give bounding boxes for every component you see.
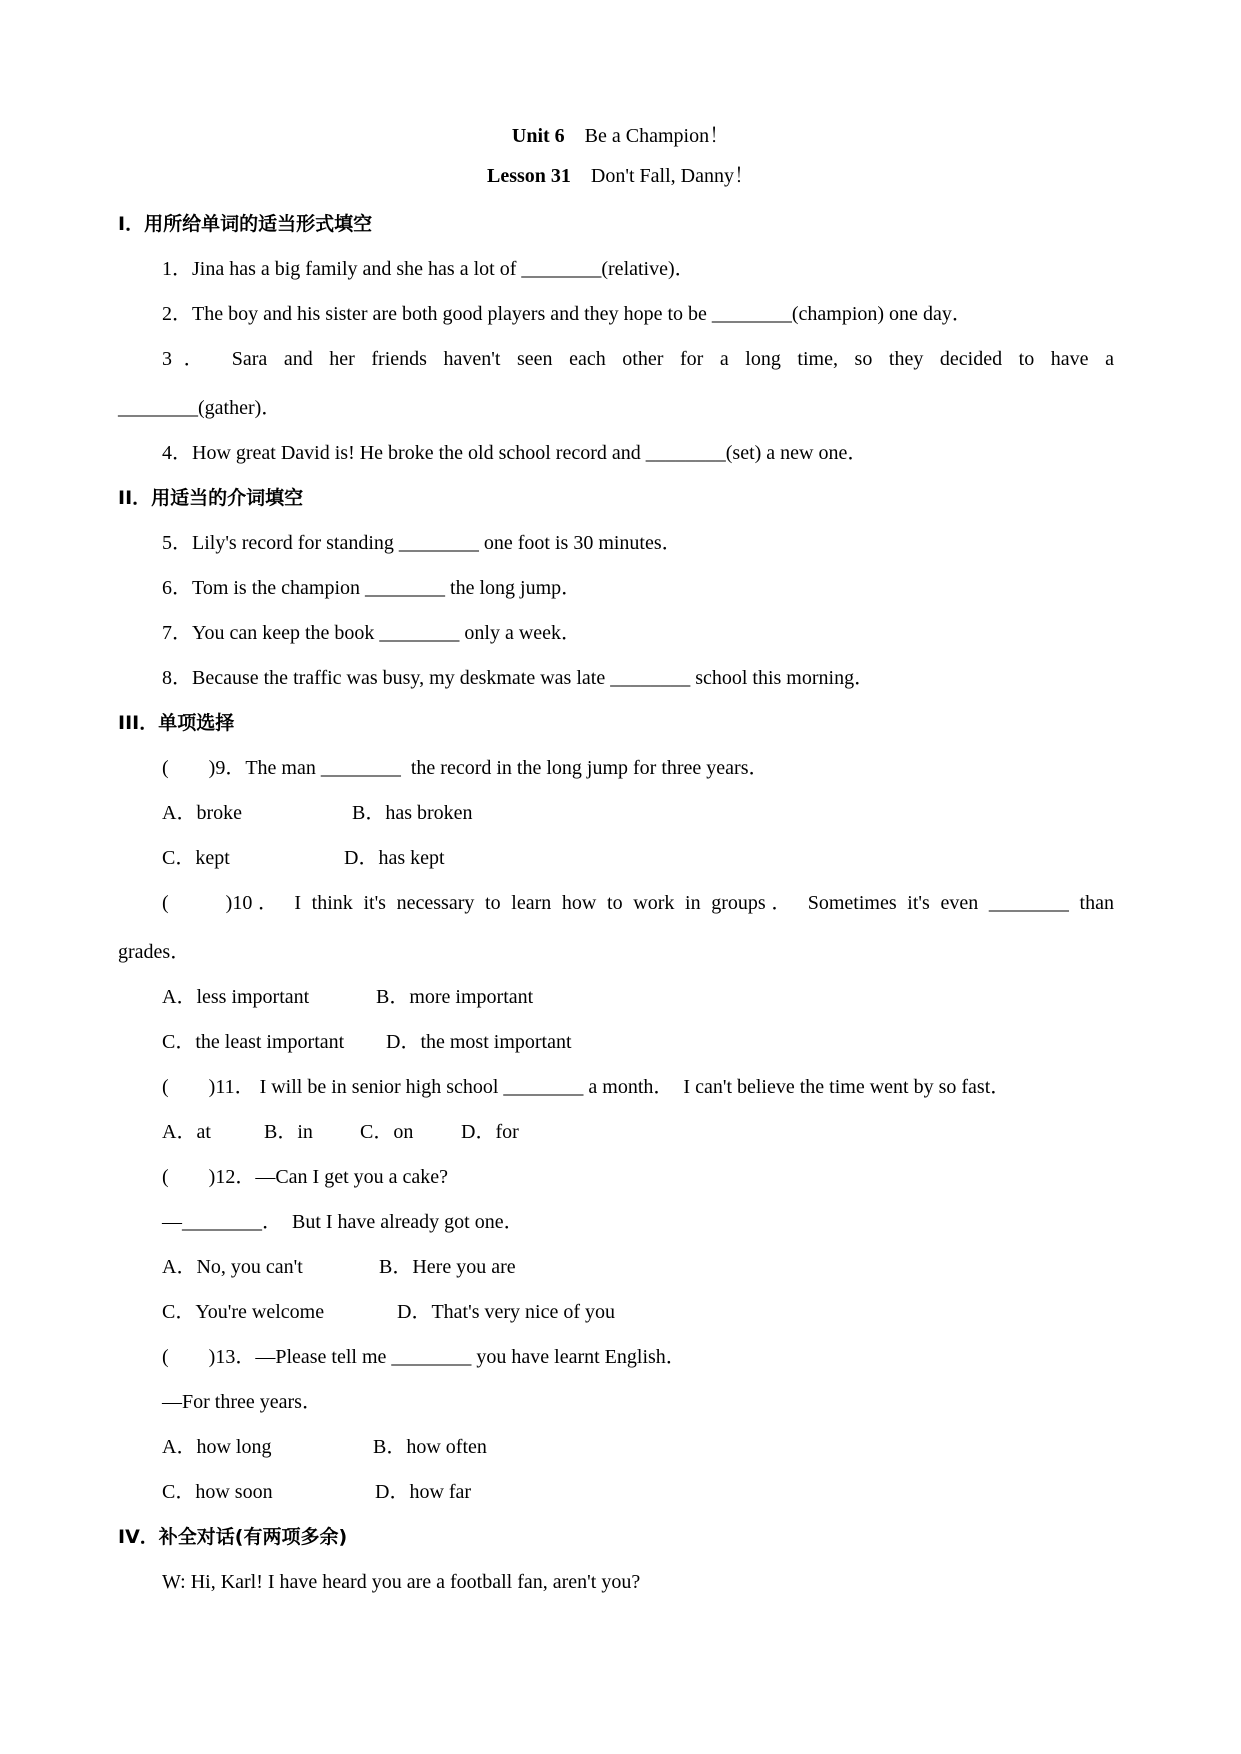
question-12: ( )12．—Can I get you a cake? <box>162 1166 449 1188</box>
unit-title: Be a Champion！ <box>584 125 730 147</box>
question-9-option-d: D．has kept <box>344 847 445 869</box>
dialog-line-w: W: Hi, Karl! I have heard you are a football fan, aren't you? <box>162 1571 641 1593</box>
question-13-option-c: C．how soon <box>162 1481 273 1503</box>
lesson-title: Don't Fall, Danny！ <box>590 165 754 187</box>
unit-heading <box>0 124 1241 148</box>
question-9-option-b: B．has broken <box>352 802 473 824</box>
question-12-option-b: B．Here you are <box>379 1256 516 1278</box>
question-10-option-b: B．more important <box>376 986 534 1008</box>
question-13-option-b: B．how often <box>373 1436 487 1458</box>
question-12-option-c: C．You're welcome <box>162 1301 325 1323</box>
question-12-option-d: D．That's very nice of you <box>397 1301 615 1323</box>
question-11-option-a: A．at <box>162 1121 211 1143</box>
question-1: 1．Jina has a big family and she has a lot of ________(relative)． <box>162 258 695 280</box>
question-13-option-d: D．how far <box>375 1481 472 1503</box>
question-10-option-a: A．less important <box>162 986 310 1008</box>
section-2-heading: II．用适当的介词填空 <box>118 487 304 509</box>
question-13-reply: —For three years． <box>162 1391 322 1413</box>
question-9: ( )9．The man ________ the record in the long jump for three years． <box>162 757 769 779</box>
lesson-label: Lesson 31 <box>487 165 571 187</box>
unit-label: Unit 6 <box>511 125 565 147</box>
question-10-line-1: ( )10． I think it's necessary to learn how to work in groups． Sometimes it's even ________ than <box>162 892 1114 914</box>
question-10-option-c: C．the least important <box>162 1031 345 1053</box>
question-4: 4．How great David is! He broke the old school record and ________(set) a new one． <box>162 442 868 464</box>
question-11-option-d: D．for <box>461 1121 519 1143</box>
section-1-heading: I．用所给单词的适当形式填空 <box>118 213 373 235</box>
question-3-line-1: 3． Sara and her friends haven't seen each other for a long time, so they decided to have a <box>162 348 1114 370</box>
lesson-heading <box>0 164 1241 188</box>
question-13-option-a: A．how long <box>162 1436 272 1458</box>
question-10-option-d: D．the most important <box>386 1031 572 1053</box>
question-3-line-2: ________(gather)． <box>118 397 282 419</box>
question-6: 6．Tom is the champion ________ the long jump． <box>162 577 582 599</box>
question-9-option-a: A．broke <box>162 802 242 824</box>
question-12-reply: —________． But I have already got one． <box>162 1211 524 1233</box>
question-11: ( )11． I will be in senior high school ________ a month． I can't believe the time went by so fast． <box>162 1076 1011 1098</box>
question-2: 2．The boy and his sister are both good players and they hope to be ________(champion) one day． <box>162 303 972 325</box>
question-8: 8．Because the traffic was busy, my deskmate was late ________ school this morning． <box>162 667 875 689</box>
section-4-heading: IV．补全对话(有两项多余) <box>118 1526 348 1548</box>
section-3-heading: III．单项选择 <box>118 712 235 734</box>
question-10-line-2: grades． <box>118 941 191 963</box>
question-13: ( )13．—Please tell me ________ you have learnt English． <box>162 1346 686 1368</box>
question-11-option-c: C．on <box>360 1121 414 1143</box>
question-5: 5．Lily's record for standing ________ one foot is 30 minutes． <box>162 532 682 554</box>
question-9-option-c: C．kept <box>162 847 230 869</box>
question-11-option-b: B．in <box>264 1121 313 1143</box>
question-7: 7．You can keep the book ________ only a week． <box>162 622 582 644</box>
question-12-option-a: A．No, you can't <box>162 1256 303 1278</box>
